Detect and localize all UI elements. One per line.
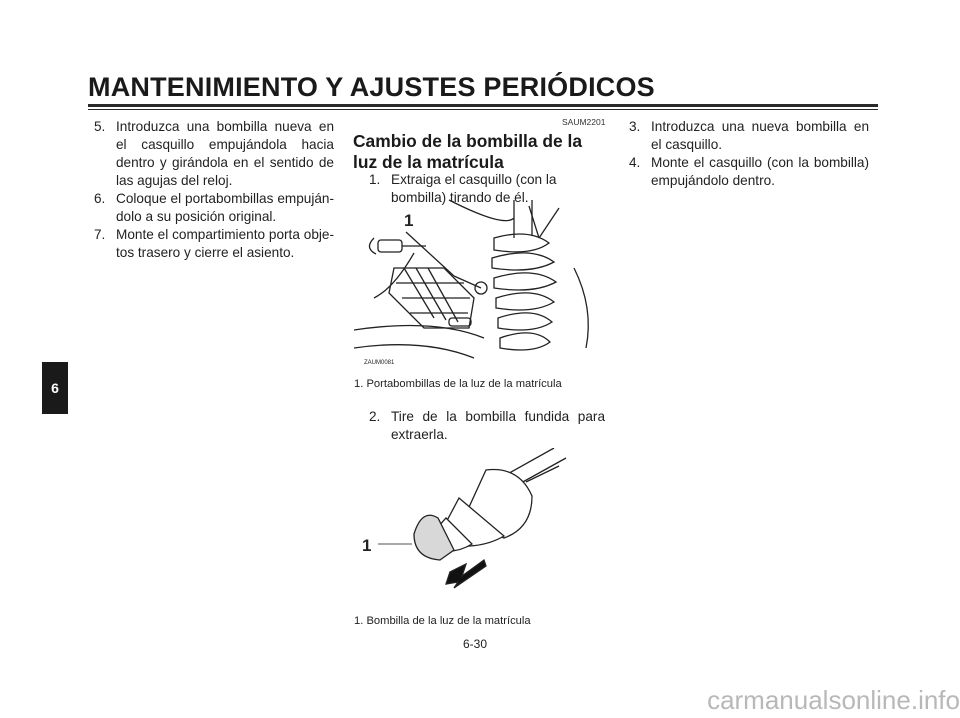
- step-text: Tire de la bombilla fundida para extraerla.: [391, 409, 605, 442]
- step-number: 5.: [94, 119, 106, 134]
- header-rule: [88, 104, 878, 107]
- page-header-title: MANTENIMIENTO Y AJUSTES PERIÓDICOS: [88, 72, 655, 102]
- figure2-callout: 1: [362, 536, 372, 555]
- license-light-socket-illustration: [354, 198, 604, 370]
- chapter-tab: [42, 362, 68, 414]
- step-text: Monte el casquillo (con la bombilla) empujándolo dentro.: [651, 155, 869, 188]
- step-number: 1.: [369, 172, 381, 187]
- step-5: [94, 118, 334, 190]
- step-text: Coloque el portabombillas empuján-dolo a su posición original.: [116, 191, 334, 224]
- step-text: Extraiga el casquillo (con la bombilla) tirando de él.: [391, 172, 557, 205]
- section-code: SAUM2201: [562, 117, 606, 127]
- figure1-callout: 1: [404, 211, 414, 230]
- figure2-caption: 1. Bombilla de la luz de la matrícula: [354, 615, 531, 627]
- watermark: carmanualsonline.info: [707, 685, 960, 715]
- step-number: 6.: [94, 191, 106, 206]
- figure1-caption: 1. Portabombillas de la luz de la matrícula: [354, 378, 562, 390]
- chapter-tab-label: 6: [51, 380, 59, 396]
- right-column: [629, 118, 869, 190]
- step-4: [629, 154, 869, 190]
- step-text: Introduzca una bombilla nueva en el casquillo empujándola hacia dentro y girándola en el sentido de las agujas del reloj.: [116, 119, 334, 188]
- figure1-code: ZAUM0081: [364, 360, 395, 366]
- step-number: 3.: [629, 119, 641, 134]
- step-number: 4.: [629, 155, 641, 170]
- step-number: 2.: [369, 409, 381, 424]
- step-text: Introduzca una nueva bombilla en el casquillo.: [651, 119, 869, 152]
- bulb-illustration: [354, 448, 604, 608]
- step-number: 7.: [94, 227, 106, 242]
- left-column: [94, 118, 334, 262]
- step-6: [94, 190, 334, 226]
- page-number: 6-30: [463, 637, 488, 651]
- header-rule-thin: [88, 109, 878, 110]
- step-text: Monte el compartimiento porta obje-tos trasero y cierre el asiento.: [116, 227, 334, 260]
- step-2: [369, 408, 605, 444]
- step-7: [94, 226, 334, 262]
- step-3: [629, 118, 869, 154]
- section-title: Cambio de la bombilla de la luz de la matrícula: [353, 131, 583, 172]
